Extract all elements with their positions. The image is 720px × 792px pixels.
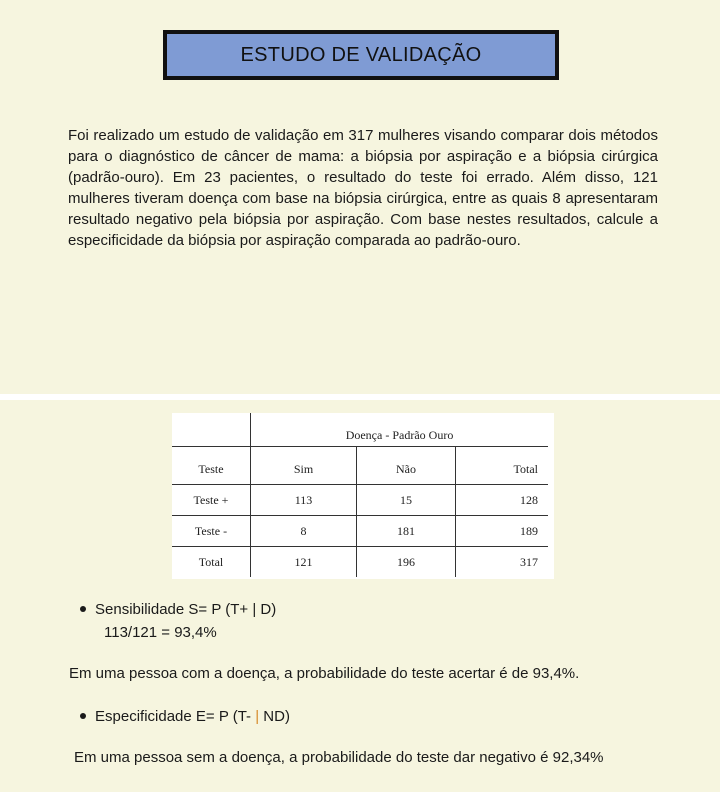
table-corner: [172, 413, 251, 447]
table-row: [172, 516, 548, 547]
sensitivity-label: Sensibilidade S= P (T+ | D): [95, 601, 277, 618]
specificity-label-prefix: Especificidade E= P (T-: [95, 708, 256, 725]
table-group-header: Doença - Padrão Ouro: [251, 413, 549, 447]
table-cell: 113: [251, 485, 357, 516]
table-cell: 8: [251, 516, 357, 547]
table-cell: 121: [251, 547, 357, 578]
table-header-teste: Teste: [172, 447, 251, 485]
table-row: [172, 485, 548, 516]
specificity-label-suffix: ND): [259, 708, 290, 725]
validation-table: [172, 413, 548, 577]
sensitivity-calc: 113/121 = 93,4%: [104, 624, 217, 641]
table-header-nao: Não: [357, 447, 456, 485]
table-cell: Teste +: [172, 485, 251, 516]
table-cell: 189: [456, 516, 549, 547]
table-cell: Total: [198, 554, 224, 569]
validation-table-image: [172, 413, 554, 579]
table-header-row: [172, 447, 548, 485]
table-header-total: Total: [456, 447, 549, 485]
specificity-statement: Em uma pessoa sem a doença, a probabilidade do teste dar negativo é 92,34%: [74, 749, 604, 766]
sensitivity-item: [80, 601, 276, 618]
table-cell: 317: [456, 547, 549, 578]
table-cell: Teste -: [172, 516, 251, 547]
bullet-icon: [80, 606, 86, 612]
table-cell: 196: [357, 547, 456, 578]
table-cell: 128: [456, 485, 549, 516]
sensitivity-statement: Em uma pessoa com a doença, a probabilidade do teste acertar é de 93,4%.: [69, 665, 580, 682]
problem-text: Foi realizado um estudo de validação em 317 mulheres visando comparar dois métodos para o diagnóstico de câncer de mama: a biópsia por aspiração e a biópsia cirúrgica (padrão-ouro). Em 23 pacientes, o resultado do teste foi errado. Além disso, 121 mulheres tiveram doença com base na biópsia cirúrgica, entre as quais 8 apresentaram resultado negativo pela biópsia por aspiração. Com base nestes resultados, calcule a especificidade da biópsia por aspiração comparada ao padrão-ouro.: [68, 127, 658, 249]
bullet-icon: [80, 713, 86, 719]
specificity-item: [80, 708, 290, 725]
table-cell: 15: [357, 485, 456, 516]
table-cell: 181: [357, 516, 456, 547]
specificity-label-pipe: |: [255, 708, 260, 725]
table-header-sim: Sim: [251, 447, 357, 485]
table-row: [172, 547, 548, 578]
page-title: ESTUDO DE VALIDAÇÃO: [163, 30, 559, 80]
